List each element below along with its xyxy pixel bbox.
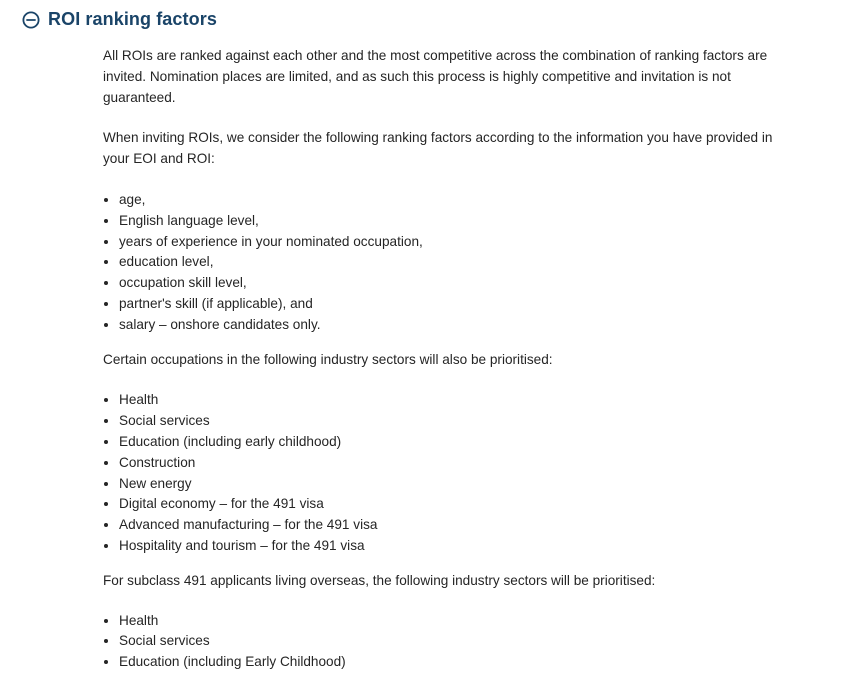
accordion-content: [103, 46, 783, 673]
list-item: • Health: [119, 611, 783, 632]
list-item: • Education (including Early Childhood): [119, 652, 783, 673]
list-item: • Education (including early childhood): [119, 432, 783, 453]
list-item: • Digital economy – for the 491 visa: [119, 494, 783, 515]
minus-circle-icon[interactable]: [22, 11, 40, 29]
overseas-sectors-list: [103, 611, 783, 673]
consider-paragraph: When inviting ROIs, we consider the following ranking factors according to the information you have provided in your EOI and ROI:: [103, 130, 773, 167]
list-item: • Social services: [119, 631, 783, 652]
list-item: • English language level,: [119, 211, 783, 232]
list-item: • salary – onshore candidates only.: [119, 315, 783, 336]
list-item: • Construction: [119, 453, 783, 474]
section-title[interactable]: ROI ranking factors: [48, 9, 217, 29]
list-item: • years of experience in your nominated occupation,: [119, 232, 783, 253]
list-item: • Health: [119, 390, 783, 411]
ranking-factors-list: [103, 190, 783, 336]
list-item: • age,: [119, 190, 783, 211]
list-item: • Advanced manufacturing – for the 491 visa: [119, 515, 783, 536]
list-item: • occupation skill level,: [119, 273, 783, 294]
list-item: • Social services: [119, 411, 783, 432]
industry-sectors-list: [103, 390, 783, 556]
intro-paragraph: All ROIs are ranked against each other and the most competitive across the combination of ranking factors are invited. Nomination places are limited, and as such this process is highly competitive and invitation is not guaranteed.: [103, 48, 768, 105]
accordion-header[interactable]: [22, 9, 217, 30]
overseas-paragraph: For subclass 491 applicants living overseas, the following industry sectors will be prioritised:: [103, 572, 656, 588]
certain-paragraph: Certain occupations in the following industry sectors will also be prioritised:: [103, 351, 553, 367]
list-item: • education level,: [119, 252, 783, 273]
list-item: • partner's skill (if applicable), and: [119, 294, 783, 315]
list-item: • Hospitality and tourism – for the 491 visa: [119, 536, 783, 557]
list-item: • New energy: [119, 474, 783, 495]
